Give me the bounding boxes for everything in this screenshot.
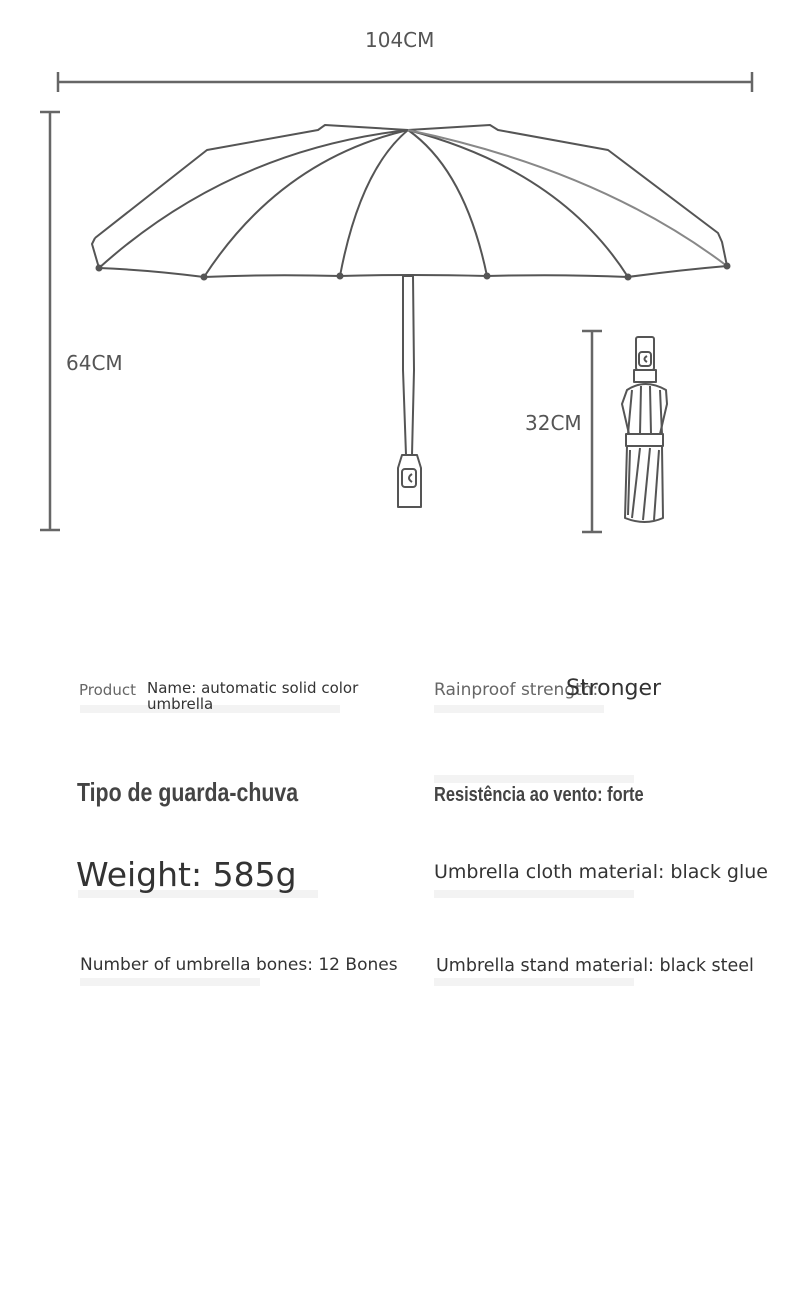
product-name: Name: automatic solid color umbrella — [147, 679, 359, 713]
height-label: 64CM — [66, 351, 123, 375]
bone-count: Number of umbrella bones: 12 Bones — [80, 955, 398, 975]
stand-material: Umbrella stand material: black steel — [436, 956, 754, 976]
decorative-underline — [434, 775, 634, 783]
umbrella-type: Tipo de guarda-chuva — [77, 777, 299, 807]
folded-dimension-line — [582, 331, 602, 532]
umbrella-dimension-diagram — [0, 0, 790, 560]
decorative-underline — [434, 978, 634, 986]
folded-length-label: 32CM — [525, 411, 582, 435]
decorative-underline — [80, 978, 260, 986]
open-umbrella-icon — [92, 125, 730, 507]
rainproof-strength-value: Stronger — [566, 676, 662, 701]
folded-umbrella-icon — [622, 337, 667, 522]
cloth-material: Umbrella cloth material: black glue — [434, 861, 768, 883]
rainproof-strength-label: Rainproof strength: — [434, 680, 599, 700]
decorative-underline — [434, 890, 634, 898]
height-dimension-line — [40, 112, 60, 530]
width-label: 104CM — [365, 28, 435, 52]
decorative-underline — [434, 705, 604, 713]
weight: Weight: 585g — [76, 855, 297, 894]
width-dimension-line — [58, 72, 752, 92]
product-label: Product — [79, 681, 136, 699]
wind-resistance: Resistência ao vento: forte — [434, 784, 644, 806]
